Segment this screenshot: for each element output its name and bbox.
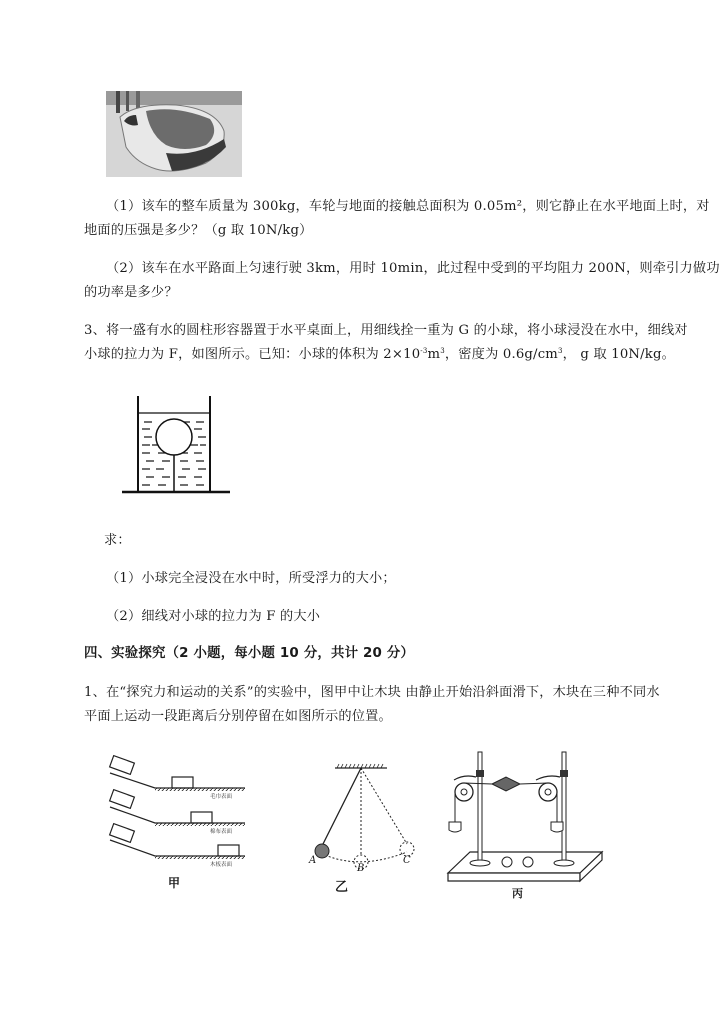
figure-bing-label: 丙 [512, 887, 523, 900]
problem2-q2-line1: （2）该车在水平路面上匀速行驶 3km，用时 10min，此过程中受到的平均阻力 200N，则牵引力做功 [106, 261, 720, 276]
figure-yi-label: 乙 [335, 880, 349, 895]
problem2-q1-line2: 地面的压强是多少？（g 取 10N/kg） [84, 223, 313, 238]
exponent: 3 [558, 347, 563, 355]
sports-car-image [106, 91, 242, 177]
section4-q1-line1: 1、在“探究力和运动的关系”的实验中，图甲中让木块 由静止开始沿斜面滑下，木块在三种不同水 [84, 685, 660, 700]
point-c-label: C [403, 855, 411, 866]
surface-label-cotton: 棉布表面 [210, 829, 233, 835]
figure-bing-apparatus [430, 740, 620, 890]
problem3-line1: 3、将一盛有水的圆柱形容器置于水平桌面上，用细线拴一重为 G 的小球，将小球浸没在水中，细线对 [84, 323, 688, 338]
section4-heading: 四、实验探究（2 小题，每小题 10 分，共计 20 分） [84, 646, 415, 661]
problem3-sub2: （2）细线对小球的拉力为 F 的大小 [106, 609, 321, 624]
density-text: ，密度为 0.6g/cm [444, 347, 558, 362]
point-a-label: A [309, 855, 317, 866]
surface-label-towel: 毛巾表面 [210, 794, 233, 800]
figure-jia-inclined-planes [100, 745, 280, 905]
exponent: -3 [420, 347, 428, 355]
point-b-label: B [357, 863, 365, 874]
exponent: 3 [440, 347, 445, 355]
section4-q1-line2: 平面上运动一段距离后分别停留在如图所示的位置。 [84, 709, 392, 724]
problem3-sub1: （1）小球完全浸没在水中时，所受浮力的大小； [106, 571, 396, 586]
problem2-q2-line2: 的功率是多少？ [84, 285, 178, 300]
problem3-ask: 求： [104, 533, 131, 548]
figure-jia-label: 甲 [168, 876, 181, 890]
surface-label-wood: 木板表面 [210, 862, 233, 868]
problem3-line2 [84, 345, 675, 365]
problem2-q1-line1: （1）该车的整车质量为 300kg，车轮与地面的接触总面积为 0.05m²，则它静止在水平地面上时，对 [106, 199, 710, 214]
water-container-figure [118, 392, 238, 498]
car-photo [106, 91, 242, 177]
problem3-line2-pre: 小球的拉力为 F，如图所示。已知：小球的体积为 2×10 [84, 347, 421, 362]
unit: m [427, 347, 441, 362]
problem3-line2-post: ， g 取 10N/kg。 [562, 347, 676, 362]
